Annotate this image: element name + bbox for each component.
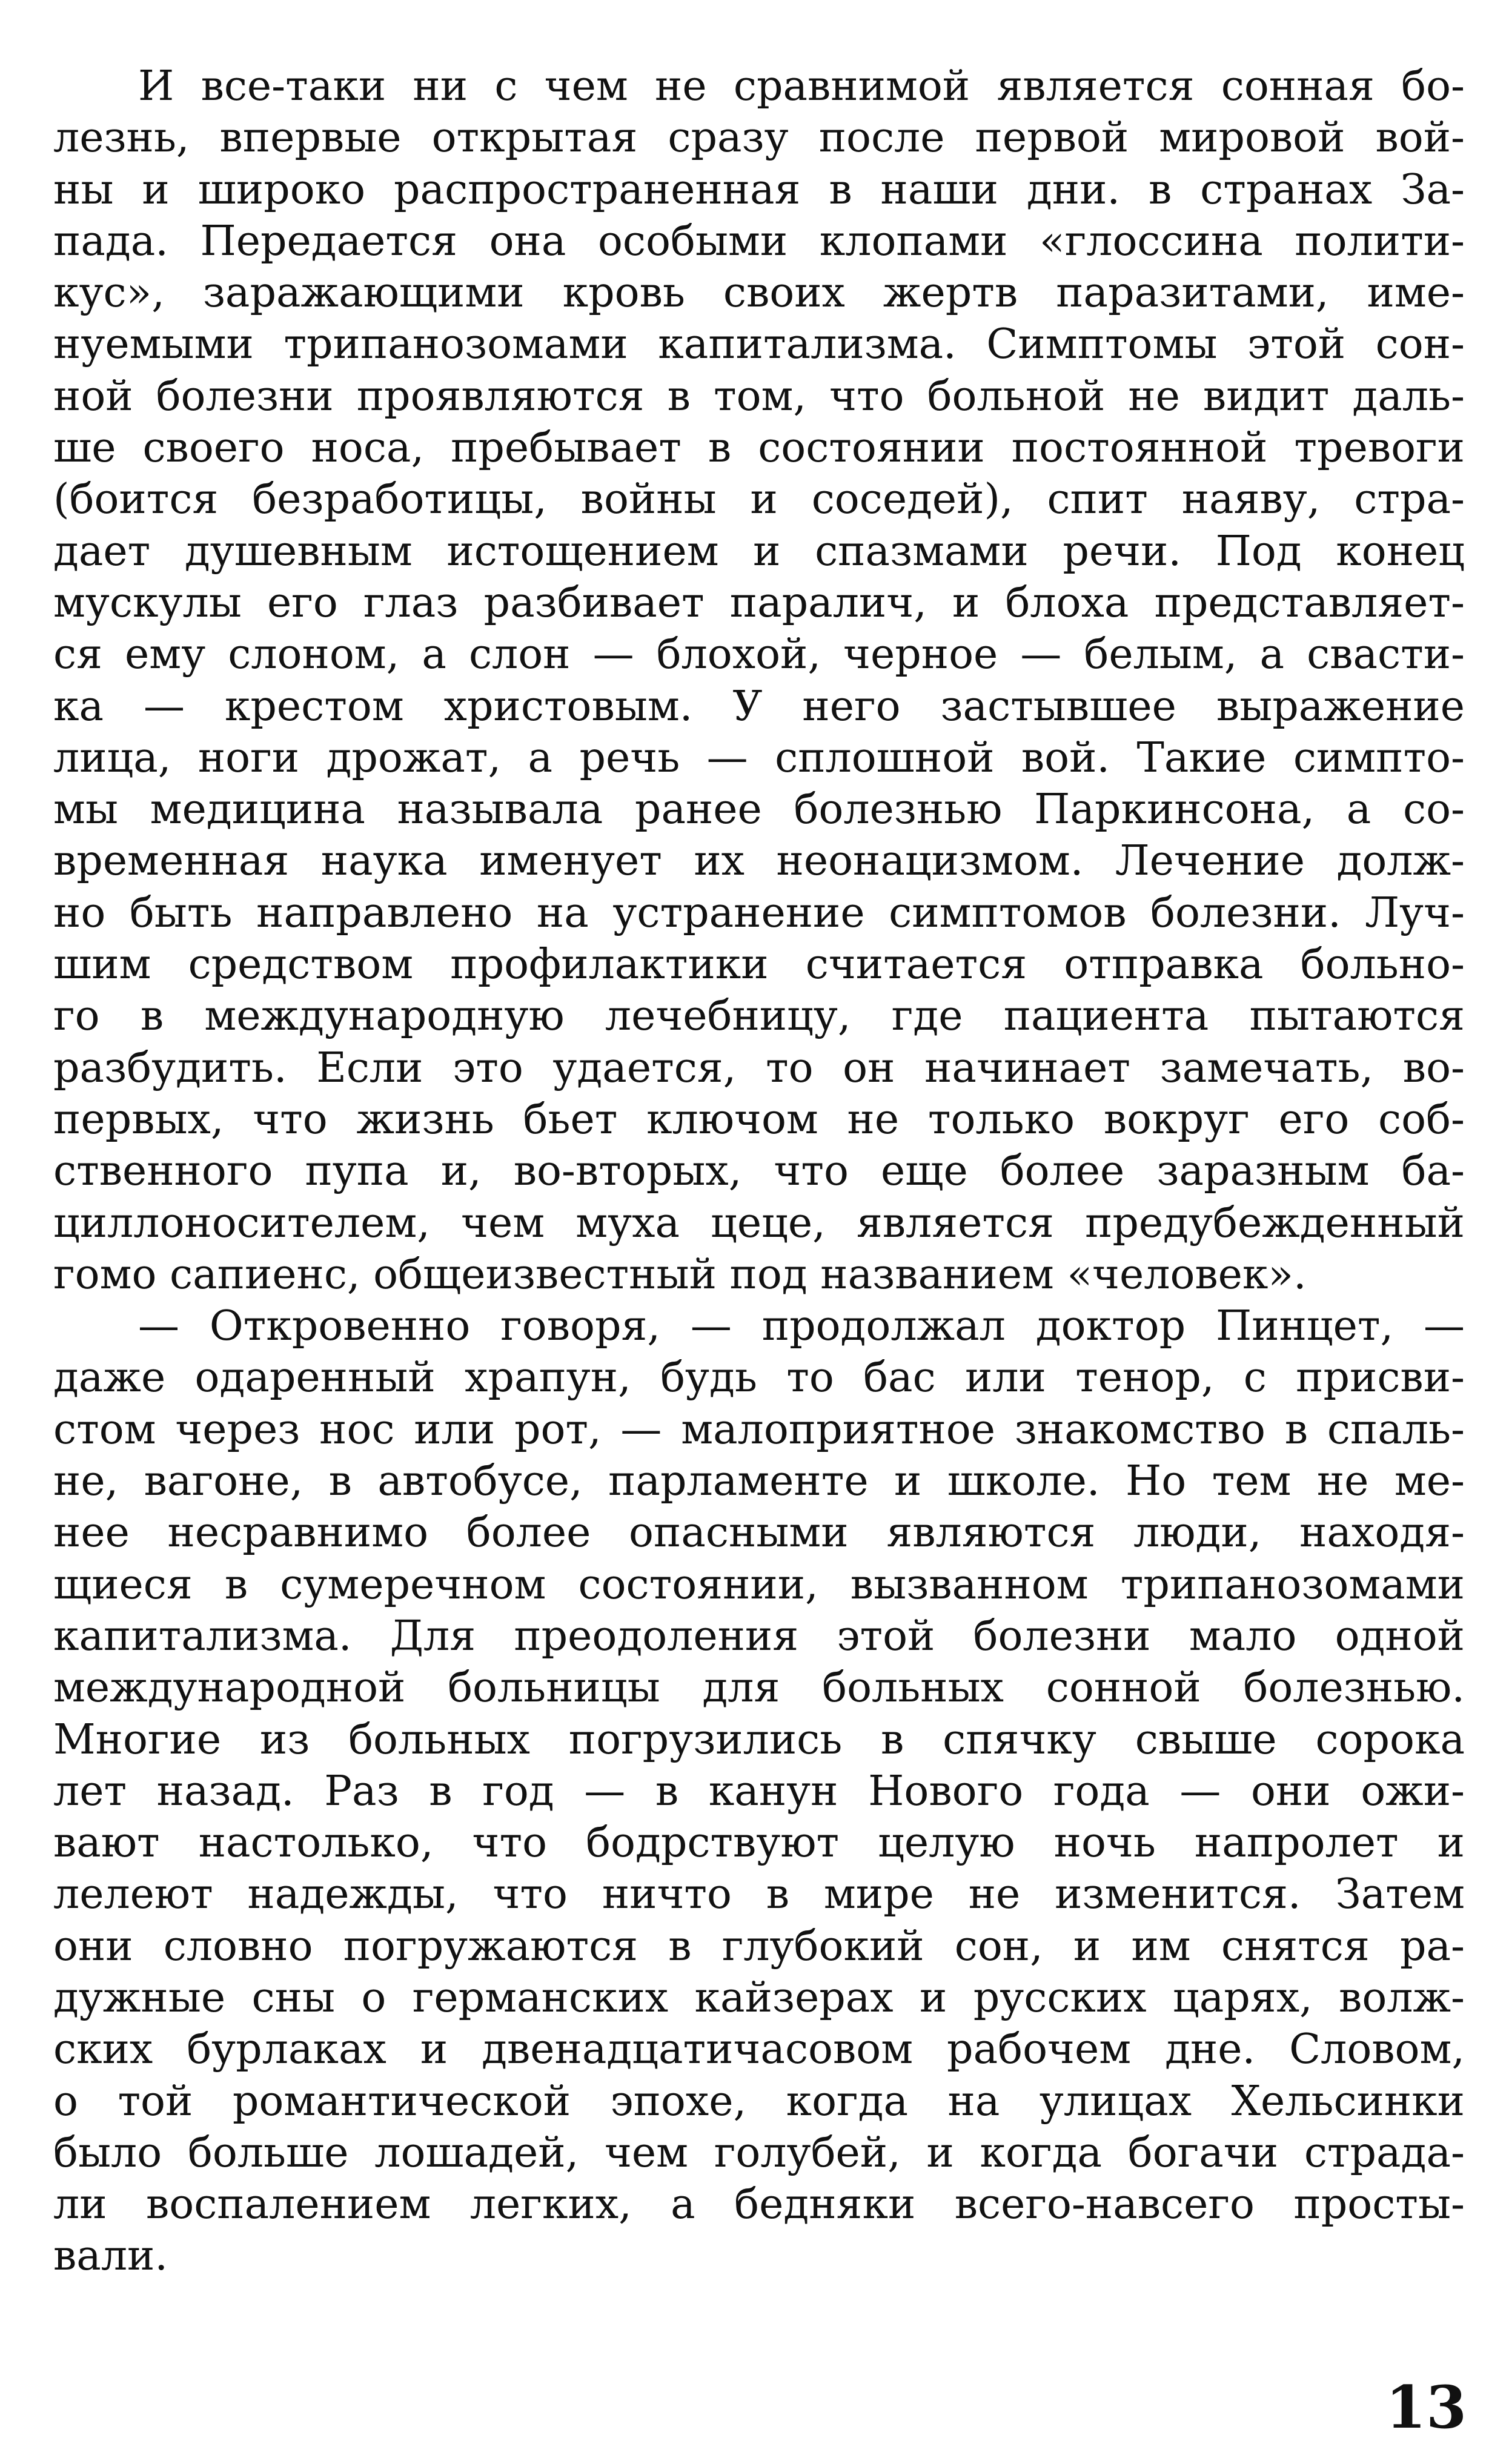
text-line: циллоносителем, чем муха цеце, является предубежденный xyxy=(53,1199,1465,1247)
text-line: не, вагоне, в автобусе, парламенте и школе. Но тем не ме- xyxy=(53,1457,1465,1506)
text-line: ной болезни проявляются в том, что больной не видит даль- xyxy=(53,372,1465,420)
text-line: лет назад. Раз в год — в канун Нового года — они ожи- xyxy=(53,1767,1465,1815)
text-line: о той романтической эпохе, когда на улицах Хельсинки xyxy=(53,2077,1465,2125)
text-line: — Откровенно говоря, — продолжал доктор Пинцет, — xyxy=(138,1302,1465,1351)
text-line: го в международную лечебницу, где пациента пытаются xyxy=(53,992,1465,1041)
text-line: (боится безработицы, войны и соседей), спит наяву, стра- xyxy=(53,475,1465,524)
body-text xyxy=(53,61,1465,2282)
text-line: вают настолько, что бодрствуют целую ночь напролет и xyxy=(53,1819,1465,1867)
text-line: И все-таки ни с чем не сравнимой является сонная бо- xyxy=(138,62,1465,110)
text-line: гомо сапиенс, общеизвестный под названием «человек». xyxy=(53,1250,1307,1299)
text-line: ся ему слоном, а слон — блохой, черное — белым, а свасти- xyxy=(53,631,1465,679)
text-line: дужные сны о германских кайзерах и русских царях, волж- xyxy=(53,1973,1465,2022)
text-line: было больше лошадей, чем голубей, и когда богачи страда- xyxy=(53,2128,1465,2177)
text-line: кус», заражающими кровь своих жертв паразитами, име- xyxy=(53,269,1465,317)
text-line: первых, что жизнь бьет ключом не только вокруг его соб- xyxy=(53,1095,1465,1144)
paragraph-1 xyxy=(53,61,1465,1300)
text-line: ка — крестом христовым. У него застывшее выражение xyxy=(53,682,1465,730)
paragraph-2 xyxy=(53,1300,1465,2282)
text-line: дает душевным истощением и спазмами речи. Под конец xyxy=(53,527,1465,575)
text-line: пада. Передается она особыми клопами «глоссина полити- xyxy=(53,217,1465,265)
text-line: международной больницы для больных сонной болезнью. xyxy=(53,1664,1465,1712)
text-line: нее несравнимо более опасными являются люди, находя- xyxy=(53,1509,1465,1557)
text-line: ли воспалением легких, а бедняки всего-навсего просты- xyxy=(53,2181,1465,2229)
text-line: нуемыми трипанозомами капитализма. Симптомы этой сон- xyxy=(53,320,1465,369)
text-line: Многие из больных погрузились в спячку свыше сорока xyxy=(53,1715,1465,1764)
text-line: ских бурлаках и двенадцатичасовом рабочем дне. Словом, xyxy=(53,2025,1465,2074)
text-line: капитализма. Для преодоления этой болезни мало одной xyxy=(53,1612,1465,1660)
text-line: разбудить. Если это удается, то он начинает замечать, во- xyxy=(53,1044,1465,1092)
text-line: даже одаренный храпун, будь то бас или тенор, с присви- xyxy=(53,1354,1465,1402)
text-line: ше своего носа, пребывает в состоянии постоянной тревоги xyxy=(53,424,1465,472)
text-line: лезнь, впервые открытая сразу после первой мировой вой- xyxy=(53,114,1465,162)
text-line: мускулы его глаз разбивает паралич, и блоха представляет- xyxy=(53,578,1465,627)
text-line: стом через нос или рот, — малоприятное знакомство в спаль- xyxy=(53,1405,1465,1454)
text-line: ны и широко распространенная в наши дни. в странах За- xyxy=(53,165,1465,214)
text-line: ственного пупа и, во-вторых, что еще более заразным ба- xyxy=(53,1147,1465,1196)
text-line: временная наука именует их неонацизмом. Лечение долж- xyxy=(53,837,1465,886)
text-line: лелеют надежды, что ничто в мире не изменится. Затем xyxy=(53,1870,1465,1919)
text-line: они словно погружаются в глубокий сон, и им снятся ра- xyxy=(53,1922,1465,1970)
text-line: щиеся в сумеречном состоянии, вызванном трипанозомами xyxy=(53,1560,1465,1609)
page-number: 13 xyxy=(1385,2373,1467,2442)
text-line: мы медицина называла ранее болезнью Паркинсона, а со- xyxy=(53,786,1465,834)
text-line: но быть направлено на устранение симптомов болезни. Луч- xyxy=(53,889,1465,937)
text-line: лица, ноги дрожат, а речь — сплошной вой. Такие симпто- xyxy=(53,734,1465,782)
text-line: шим средством профилактики считается отправка больно- xyxy=(53,941,1465,989)
text-line: вали. xyxy=(53,2232,168,2280)
